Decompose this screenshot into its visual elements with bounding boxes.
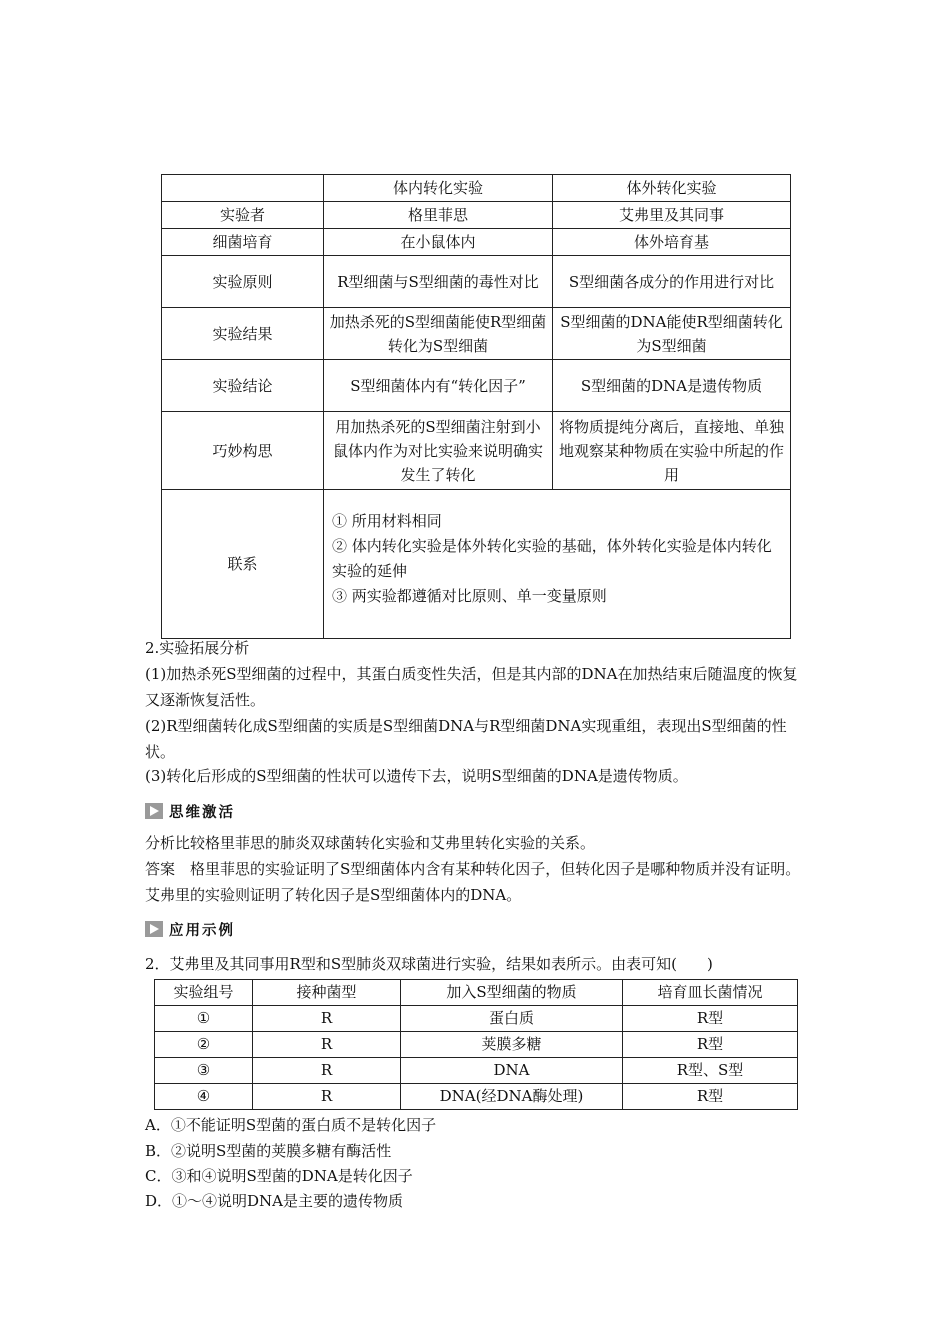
answer-text: 答案 格里菲思的实验证明了S型细菌体内含有某种转化因子，但转化因子是哪种物质并没有证明。艾弗里的实验则证明了转化因子是S型细菌体内的DNA。 — [145, 860, 801, 904]
table-cell: R型细菌与S型细菌的毒性对比 — [324, 256, 553, 308]
table-row — [162, 412, 791, 490]
table-header-row — [162, 175, 791, 202]
table-cell: R型 — [623, 1084, 798, 1110]
heading-label: 思维激活 — [169, 804, 235, 821]
table-header: 体外转化实验 — [553, 175, 791, 202]
table-row-link — [162, 490, 791, 639]
row-label: 联系 — [162, 490, 324, 639]
option-b: B．②说明S型菌的荚膜多糖有酶活性 — [145, 1142, 392, 1160]
table-cell: 荚膜多糖 — [401, 1032, 623, 1058]
question-text: 分析比较格里菲思的肺炎双球菌转化实验和艾弗里转化实验的关系。 — [145, 834, 596, 852]
table-cell: DNA(经DNA酶处理) — [401, 1084, 623, 1110]
table-cell: R — [253, 1084, 401, 1110]
table-cell: S型细菌体内有“转化因子” — [324, 360, 553, 412]
table-cell: R型、S型 — [623, 1058, 798, 1084]
table-header-row — [155, 980, 798, 1006]
heading-label: 应用示例 — [169, 922, 235, 939]
table-cell: S型细菌各成分的作用进行对比 — [553, 256, 791, 308]
table-row — [162, 229, 791, 256]
experiment-table — [154, 979, 798, 1110]
table-cell — [162, 175, 324, 202]
table-cell: 格里菲思 — [324, 202, 553, 229]
option-a: A．①不能证明S型菌的蛋白质不是转化因子 — [145, 1116, 437, 1134]
link-item: ① 所用材料相同 — [332, 512, 442, 530]
table-header: 实验组号 — [155, 980, 253, 1006]
table-row — [155, 1006, 798, 1032]
table-cell: R — [253, 1058, 401, 1084]
table-cell: ② — [155, 1032, 253, 1058]
table-cell: 在小鼠体内 — [324, 229, 553, 256]
table-header: 体内转化实验 — [324, 175, 553, 202]
table-cell: R — [253, 1032, 401, 1058]
table-row — [162, 202, 791, 229]
table-row — [162, 308, 791, 360]
table-cell: ① — [155, 1006, 253, 1032]
table-cell: 蛋白质 — [401, 1006, 623, 1032]
paragraph: (1)加热杀死S型细菌的过程中，其蛋白质变性失活，但是其内部的DNA在加热结束后随温度的恢复又逐渐恢复活性。 — [145, 665, 798, 709]
thinking-heading — [145, 801, 235, 821]
play-icon — [145, 803, 163, 819]
table-row — [162, 256, 791, 308]
table-header: 接种菌型 — [253, 980, 401, 1006]
table-cell: 用加热杀死的S型细菌注射到小鼠体内作为对比实验来说明确实发生了转化 — [324, 412, 553, 490]
link-cell — [324, 490, 791, 639]
table-row — [155, 1058, 798, 1084]
option-c: C．③和④说明S型菌的DNA是转化因子 — [145, 1167, 413, 1185]
paragraph: (3)转化后形成的S型细菌的性状可以遗传下去，说明S型细菌的DNA是遗传物质。 — [145, 767, 688, 785]
table-row — [155, 1084, 798, 1110]
table-cell: R型 — [623, 1006, 798, 1032]
paragraph: (2)R型细菌转化成S型细菌的实质是S型细菌DNA与R型细菌DNA实现重组，表现出S型细菌的性状。 — [145, 717, 787, 761]
link-item: ③ 两实验都遵循对比原则、单一变量原则 — [332, 587, 607, 605]
table-row — [162, 360, 791, 412]
row-label: 实验结果 — [162, 308, 324, 360]
table-header: 加入S型细菌的物质 — [401, 980, 623, 1006]
row-label: 实验原则 — [162, 256, 324, 308]
table-cell: 体外培育基 — [553, 229, 791, 256]
table-header: 培育皿长菌情况 — [623, 980, 798, 1006]
option-d: D．①～④说明DNA是主要的遗传物质 — [145, 1192, 404, 1210]
row-label: 巧妙构思 — [162, 412, 324, 490]
link-item: ② 体内转化实验是体外转化实验的基础，体外转化实验是体内转化实验的延伸 — [332, 537, 772, 580]
row-label: 细菌培育 — [162, 229, 324, 256]
table-cell: R — [253, 1006, 401, 1032]
table-cell: 艾弗里及其同事 — [553, 202, 791, 229]
table-cell: 将物质提纯分离后，直接地、单独地观察某种物质在实验中所起的作用 — [553, 412, 791, 490]
row-label: 实验结论 — [162, 360, 324, 412]
row-label: 实验者 — [162, 202, 324, 229]
table-cell: ③ — [155, 1058, 253, 1084]
play-icon — [145, 921, 163, 937]
example-heading — [145, 919, 235, 939]
table-cell: ④ — [155, 1084, 253, 1110]
section-title: 2.实验拓展分析 — [145, 639, 250, 657]
table-cell: DNA — [401, 1058, 623, 1084]
question-stem: 2．艾弗里及其同事用R型和S型肺炎双球菌进行实验，结果如表所示。由表可知( ) — [145, 955, 713, 973]
table-row — [155, 1032, 798, 1058]
table-cell: S型细菌的DNA是遗传物质 — [553, 360, 791, 412]
table-cell: 加热杀死的S型细菌能使R型细菌转化为S型细菌 — [324, 308, 553, 360]
table-cell: S型细菌的DNA能使R型细菌转化为S型细菌 — [553, 308, 791, 360]
table-cell: R型 — [623, 1032, 798, 1058]
comparison-table — [161, 174, 791, 639]
